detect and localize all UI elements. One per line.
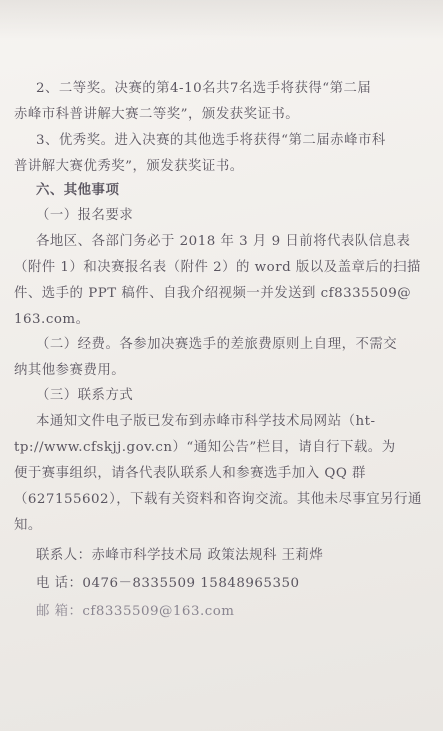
contact-person: 联系人：赤峰市科学技术局 政策法规科 王莉烨 (36, 548, 324, 563)
contact-line2: tp://www.cfskjj.gov.cn）“通知公告”栏目，请自行下载。为 (14, 440, 396, 455)
expenses-line2: 纳其他参赛费用。 (14, 363, 126, 378)
section-heading-other: 六、其他事项 (36, 183, 120, 198)
subheading-registration: （一）报名要求 (36, 208, 134, 223)
registration-line2: （附件 1）和决赛报名表（附件 2）的 word 版以及盖章后的扫描 (14, 260, 421, 275)
contact-line1: 本通知文件电子版已发布到赤峰市科学技术局网站（ht- (36, 414, 376, 429)
award-excellent-line2: 普讲解大赛优秀奖”，颁发获奖证书。 (14, 159, 244, 174)
contact-email: 邮 箱：cf8335509@163.com (36, 604, 235, 619)
contact-line4: （627155602），下载有关资料和咨询交流。其他未尽事宜另行通 (14, 492, 422, 507)
page-shadow (0, 0, 443, 40)
expenses-line1: （二）经费。各参加决赛选手的差旅费原则上自理，不需交 (36, 337, 398, 352)
contact-phone: 电 话：0476－8335509 15848965350 (36, 576, 300, 591)
contact-line3: 便于赛事组织，请各代表队联系人和参赛选手加入 QQ 群 (14, 466, 366, 481)
award-excellent-line1: 3、优秀奖。进入决赛的其他选手将获得“第二届赤峰市科 (36, 133, 386, 148)
award-second-line1: 2、二等奖。决赛的第4-10名共7名选手将获得“第二届 (36, 81, 372, 96)
award-second-line2: 赤峰市科普讲解大赛二等奖”，颁发获奖证书。 (14, 107, 300, 122)
registration-line3: 件、选手的 PPT 稿件、自我介绍视频一并发送到 cf8335509@ (14, 286, 412, 301)
subheading-contact: （三）联系方式 (36, 388, 134, 403)
registration-line1: 各地区、各部门务必于 2018 年 3 月 9 日前将代表队信息表 (36, 234, 411, 249)
registration-line4: 163.com。 (14, 312, 90, 327)
contact-line5: 知。 (14, 518, 42, 533)
